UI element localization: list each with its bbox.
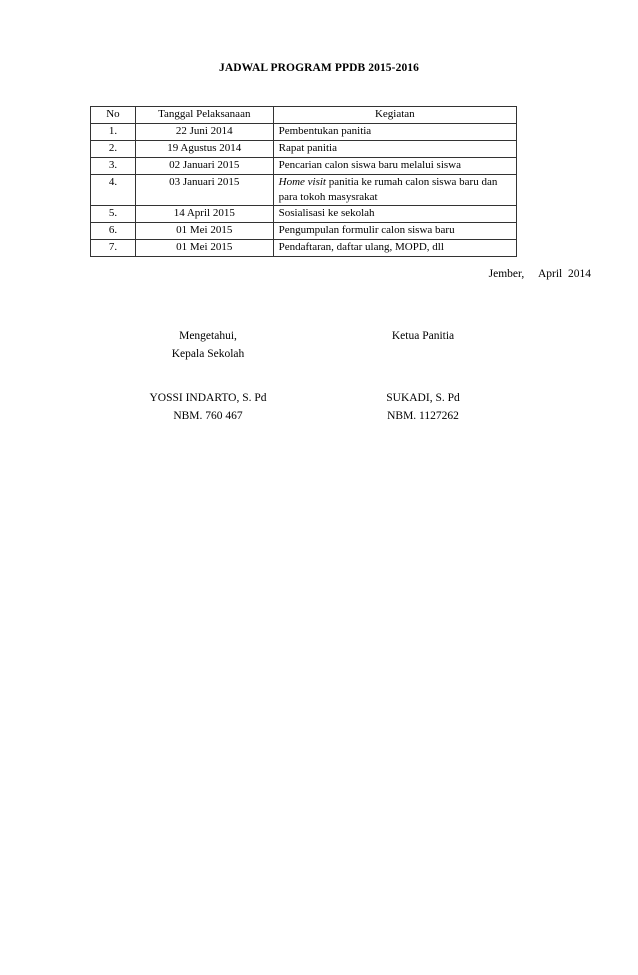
row-activity	[273, 175, 516, 206]
signature-left-name: YOSSI INDARTO, S. Pd	[149, 392, 267, 404]
row-no: 6.	[91, 223, 136, 240]
row-date: 02 Januari 2015	[135, 158, 273, 175]
signature-right-role: Ketua Panitia	[391, 330, 455, 342]
table-row	[91, 124, 517, 141]
table-row	[91, 240, 517, 257]
row-date: 03 Januari 2015	[135, 175, 273, 206]
row-activity: Rapat panitia	[273, 141, 516, 158]
row-no: 5.	[91, 206, 136, 223]
signature-right-name: SUKADI, S. Pd	[386, 392, 460, 404]
row-date: 01 Mei 2015	[135, 240, 273, 257]
row-activity: Sosialisasi ke sekolah	[273, 206, 516, 223]
document-title: JADWAL PROGRAM PPDB 2015-2016	[219, 62, 419, 74]
row-date: 01 Mei 2015	[135, 223, 273, 240]
row-no: 3.	[91, 158, 136, 175]
row-date: 19 Agustus 2014	[135, 141, 273, 158]
signature-left-role: Kepala Sekolah	[171, 348, 245, 360]
row-activity: Pembentukan panitia	[273, 124, 516, 141]
table-row	[91, 158, 517, 175]
row-no: 7.	[91, 240, 136, 257]
row-activity-rest: panitia ke rumah calon siswa baru dan para tokoh masysrakat	[278, 176, 498, 203]
table-row	[91, 223, 517, 240]
row-no: 1.	[91, 124, 136, 141]
signature-left-nbm: NBM. 760 467	[173, 410, 243, 422]
row-activity: Pencarian calon siswa baru melalui siswa	[273, 158, 516, 175]
table-row	[91, 175, 517, 206]
row-activity: Pengumpulan formulir calon siswa baru	[273, 223, 516, 240]
row-no: 4.	[91, 175, 136, 206]
signature-left-heading	[128, 327, 288, 363]
row-activity-italic: Home visit	[278, 176, 326, 188]
row-activity: Pendaftaran, daftar ulang, MOPD, dll	[273, 240, 516, 257]
signature-right-nbm: NBM. 1127262	[387, 410, 459, 422]
table-header-row	[91, 107, 517, 124]
table-row	[91, 206, 517, 223]
row-date: 14 April 2015	[135, 206, 273, 223]
header-date: Tanggal Pelaksanaan	[135, 107, 273, 124]
header-activity: Kegiatan	[273, 107, 516, 124]
signature-left-name-block	[118, 389, 298, 425]
header-no: No	[91, 107, 136, 124]
place-date: Jember, April 2014	[488, 268, 591, 280]
table-row	[91, 141, 517, 158]
signature-right-heading	[343, 327, 503, 345]
signature-left-acknowledged: Mengetahui,	[179, 330, 237, 342]
row-no: 2.	[91, 141, 136, 158]
schedule-table	[90, 106, 517, 257]
signature-right-name-block	[343, 389, 503, 425]
row-date: 22 Juni 2014	[135, 124, 273, 141]
